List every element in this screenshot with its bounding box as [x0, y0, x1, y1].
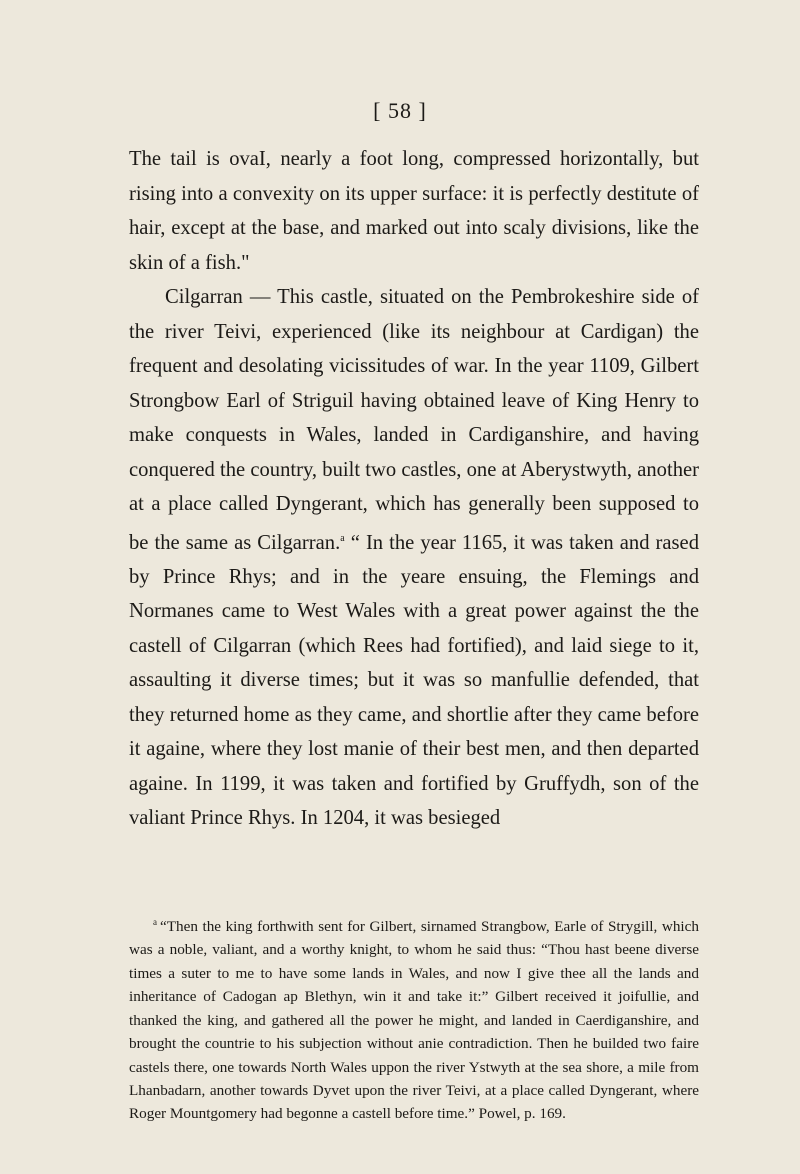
footnote-reference: a — [340, 532, 345, 544]
page-number: [ 58 ] — [373, 98, 427, 123]
footnote-text: “Then the king forthwith sent for Gilbert, sirnamed Strangbow, Earle of Strygill, which was a noble, valiant, and a worthy knight, to whom he said thus: “Thou hast beene diverse times a suter to me to have some lands in Wales, and now I give thee all the lands and inheritance of Cadogan ap Blethyn, win it and take it:” Gilbert received it joifullie, and thanked the king, and gathered all the power he might, and landed in Caerdiganshire, and brought the countrie to his subjection without anie contradiction. Then he builded two faire castels there, one towards North Wales uppon the river Ystwyth at the sea shore, a mile from Lhanbadarn, another towards Dyvet upon the river Teivi, at a place called Dyngerant, where Roger Mountgomery had begonne a castell before time.” Powel, p. 169. — [129, 918, 699, 1123]
footnote-marker: a — [153, 917, 157, 927]
footnote — [129, 911, 699, 1126]
paragraph-cilgarran — [129, 280, 699, 836]
paragraph-cilgarran-text: Cilgarran — This castle, situated on the Pembrokeshire side of the river Teivi, experienced (like its neighbour at Cardigan) the frequent and desolating vicissitudes of war. In the year 1109, Gilbert Strongbow Earl of Striguil having obtained leave of King Henry to make conquests in Wales, landed in Cardiganshire, and having conquered the country, built two castles, one at Aberystwyth, another at a place called Dyngerant, which has generally been supposed to be the same as Cilgarran. — [129, 286, 699, 554]
main-text — [129, 142, 699, 836]
paragraph-cilgarran-quote: “ In the year 1165, it was taken and rased by Prince Rhys; and in the yeare ensuing, the Flemings and Normanes came to West Wales with a great power against the the castell of Cilgarran (which Rees had fortified), and laid siege to it, assaulting it diverse times; but it was so manfullie defended, that they returned home as they came, and shortlie after they came before it againe, where they lost manie of their best men, and then departed againe. In 1199, it was taken and fortified by Gruffydh, son of the valiant Prince Rhys. In 1204, it was besieged — [129, 531, 699, 830]
paragraph-tail-description: The tail is ovaI, nearly a foot long, compressed horizontally, but rising into a convexity on its upper surface: it is perfectly destitute of hair, except at the base, and marked out into scaly divisions, like the skin of a fish." — [129, 148, 699, 274]
footnote-paragraph — [129, 911, 699, 1126]
